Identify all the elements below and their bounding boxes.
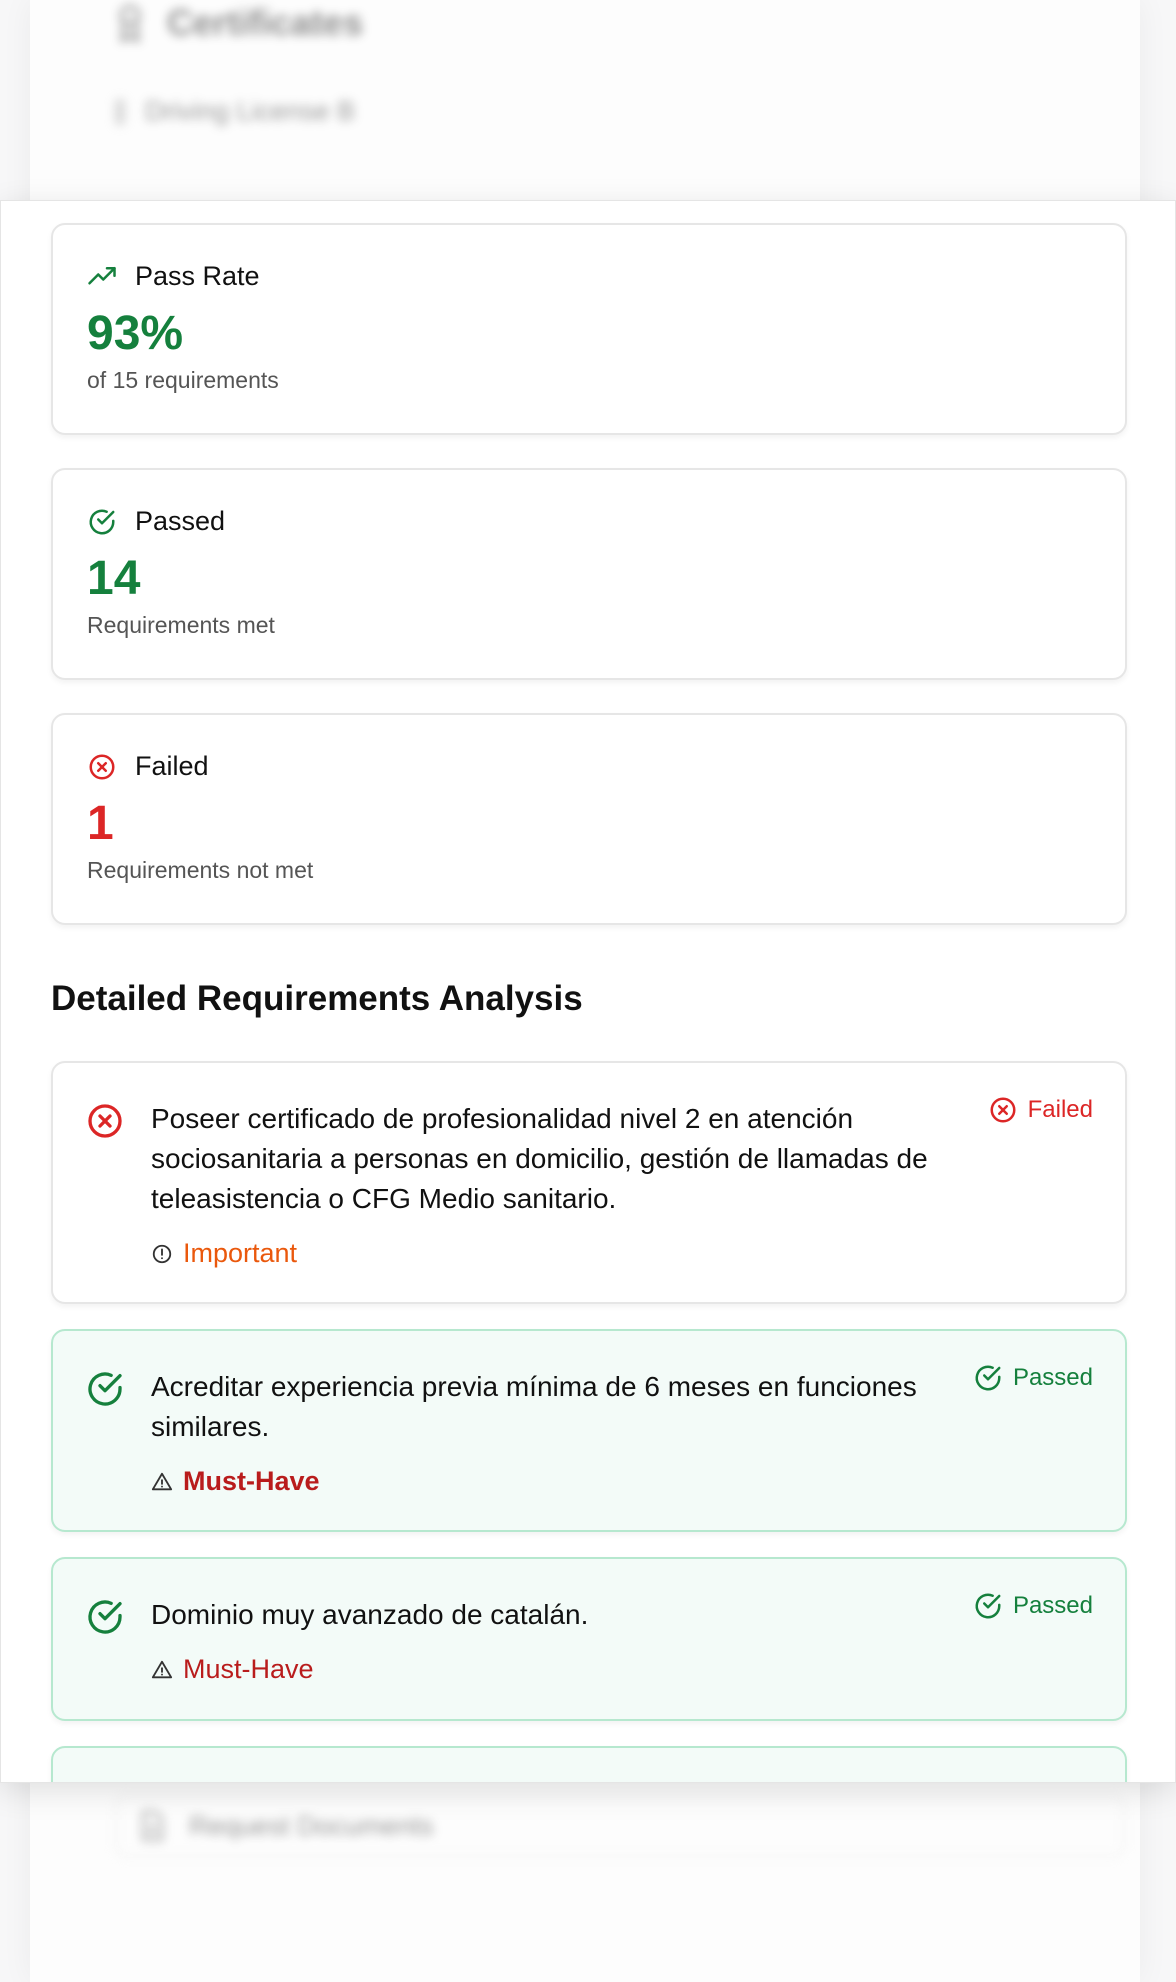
certificate-marker	[115, 99, 125, 125]
status-label: Failed	[1027, 1096, 1093, 1123]
warning-triangle-icon	[151, 1471, 173, 1493]
failed-subtext: Requirements not met	[87, 856, 314, 883]
requirement-text: Poseer certificado de profesionalidad nivel 2 en atención sociosanitaria a personas en domicilio, gestión de llamadas de teleasistencia o CFG Medio sanitario.	[151, 1103, 928, 1214]
check-circle-icon	[85, 1369, 125, 1409]
failed-value: 1	[87, 797, 114, 850]
requirement-card	[51, 1557, 1127, 1721]
status-badge	[1063, 1780, 1093, 1783]
passed-value: 14	[87, 552, 141, 605]
pass-rate-card	[51, 223, 1127, 435]
trending-up-icon	[87, 262, 117, 292]
requirement-card	[51, 1061, 1127, 1304]
analysis-title: Detailed Requirements Analysis	[51, 979, 583, 1018]
pass-rate-subtext: of 15 requirements	[87, 366, 279, 393]
check-circle-icon	[87, 507, 117, 537]
pass-rate-label: Pass Rate	[135, 261, 260, 291]
check-circle-icon	[973, 1591, 1003, 1621]
x-circle-icon	[87, 752, 117, 782]
x-circle-icon	[988, 1095, 1018, 1125]
award-icon	[115, 3, 145, 43]
requirements-analysis-panel	[0, 200, 1176, 1783]
priority-label: Must-Have	[183, 1654, 314, 1684]
check-circle-icon	[85, 1597, 125, 1637]
status-badge	[973, 1591, 1093, 1621]
certificates-heading	[115, 2, 363, 44]
check-circle-icon	[973, 1363, 1003, 1393]
info-circle-icon	[151, 1243, 173, 1265]
priority-badge	[151, 1466, 320, 1497]
passed-card	[51, 468, 1127, 680]
request-documents-button[interactable]	[115, 1795, 1125, 1857]
warning-triangle-icon	[151, 1659, 173, 1681]
requirement-text: Acreditar experiencia previa mínima de 6 meses en funciones similares.	[151, 1371, 917, 1442]
document-icon	[139, 1811, 165, 1841]
priority-badge	[151, 1654, 314, 1685]
status-label: Passed	[1012, 1364, 1093, 1391]
pass-rate-header	[87, 261, 1125, 292]
status-badge	[973, 1363, 1093, 1393]
certificates-title: Certificates	[167, 2, 364, 43]
passed-subtext: Requirements met	[87, 611, 275, 638]
failed-label: Failed	[135, 751, 209, 781]
check-circle-icon	[1063, 1780, 1093, 1783]
failed-card	[51, 713, 1127, 925]
priority-badge	[151, 1238, 297, 1269]
priority-label: Must-Have	[183, 1466, 320, 1496]
requirement-text: Dominio muy avanzado de catalán.	[151, 1599, 589, 1630]
certificate-item	[115, 96, 355, 127]
request-documents-label: Request Documents	[189, 1810, 434, 1841]
pass-rate-value: 93%	[87, 307, 184, 360]
certificate-label: Driving License B	[145, 96, 356, 126]
status-badge	[988, 1095, 1093, 1125]
passed-label: Passed	[135, 506, 226, 536]
x-circle-icon	[85, 1101, 125, 1141]
requirement-card-partial	[51, 1746, 1127, 1783]
requirement-card	[51, 1329, 1127, 1532]
passed-header	[87, 506, 1125, 537]
status-label: Passed	[1012, 1592, 1093, 1619]
priority-label: Important	[183, 1238, 298, 1268]
failed-header	[87, 751, 1125, 782]
